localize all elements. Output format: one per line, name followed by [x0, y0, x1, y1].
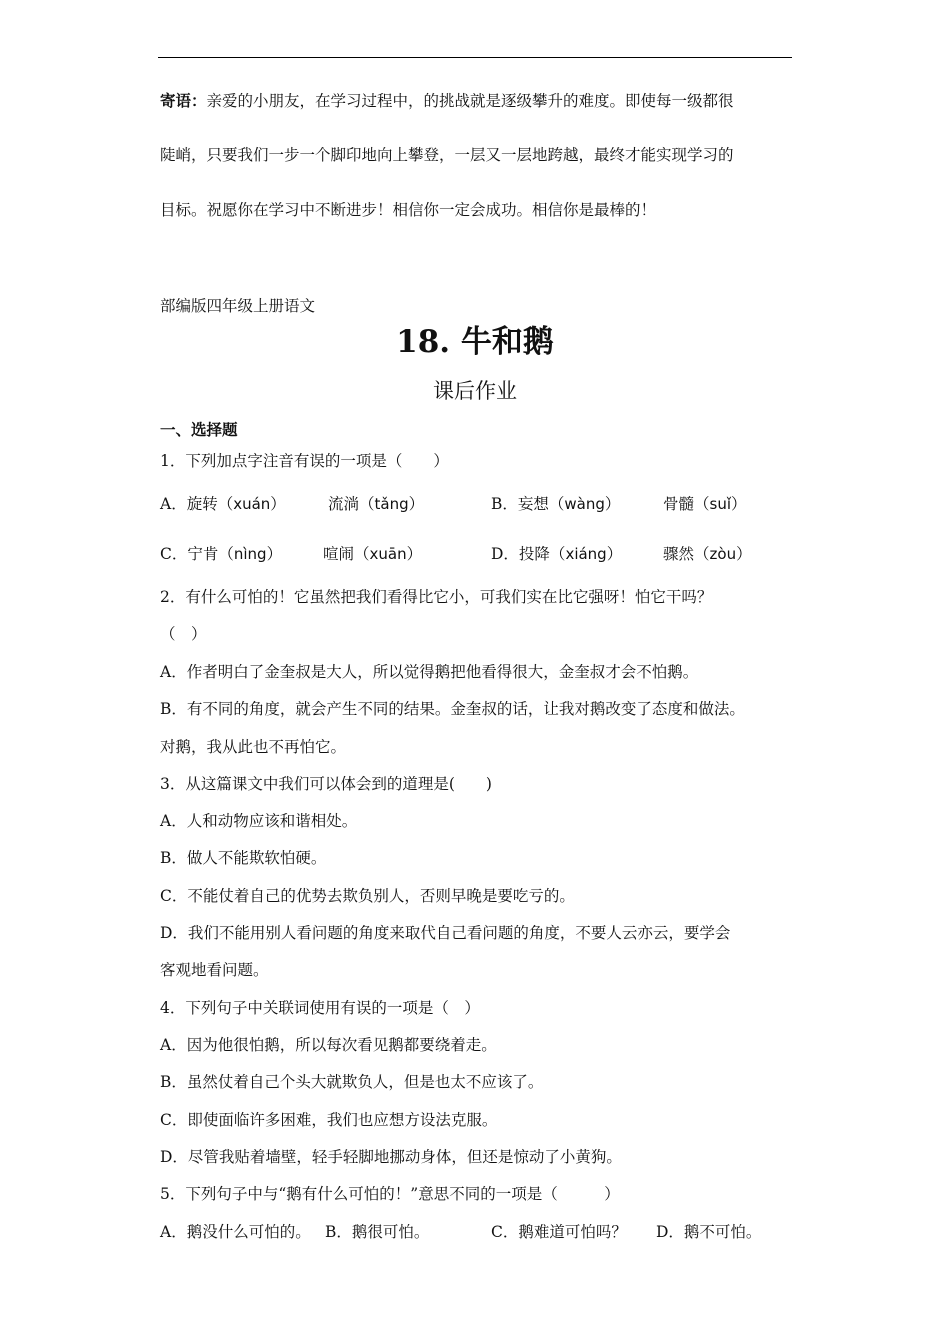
q2-option-b-line1: B．有不同的角度，就会产生不同的结果。金奎叔的话，让我对鹅改变了态度和做法。: [160, 700, 745, 718]
header-rule: [158, 57, 792, 58]
q4-stem: 4．下列句子中关联词使用有误的一项是（ ）: [160, 999, 480, 1017]
intro-line-3: 目标。祝愿你在学习中不断进步！相信你一定会成功。相信你是最棒的！: [160, 201, 657, 219]
intro-line-1: 寄语：亲爱的小朋友，在学习过程中，的挑战就是逐级攀升的难度。即使每一级都很: [160, 91, 734, 110]
q1-option-a2: 流淌（tǎng）: [328, 495, 425, 513]
q3-option-d-line2: 客观地看问题。: [160, 961, 269, 979]
q1-option-b2: 骨髓（suǐ）: [663, 495, 747, 513]
q1-option-b: B．妄想（wàng）: [491, 495, 621, 513]
q5-option-a: A．鹅没什么可怕的。: [160, 1223, 311, 1241]
intro-label: 寄语：: [160, 91, 207, 110]
q1-option-d2: 骤然（zòu）: [663, 545, 752, 563]
page-subtitle: 课后作业: [433, 379, 517, 403]
q5-option-b: B．鹅很可怕。: [325, 1223, 430, 1241]
q2-option-b-line2: 对鹅，我从此也不再怕它。: [160, 738, 347, 756]
q1-option-c: C．宁肯（nìng）: [160, 545, 283, 563]
intro-line-2: 陡峭，只要我们一步一个脚印地向上攀登，一层又一层地跨越，最终才能实现学习的: [160, 146, 734, 164]
q3-option-c: C．不能仗着自己的优势去欺负别人，否则早晚是要吃亏的。: [160, 887, 575, 905]
q2-option-a: A．作者明白了金奎叔是大人，所以觉得鹅把他看得很大，金奎叔才会不怕鹅。: [160, 663, 699, 681]
series-label: 部编版四年级上册语文: [160, 297, 316, 315]
page-title: 18. 牛和鹅: [396, 324, 554, 360]
q1-option-c2: 喧闹（xuān）: [323, 545, 423, 563]
q4-option-b: B．虽然仗着自己个头大就欺负人，但是也太不应该了。: [160, 1073, 544, 1091]
q4-option-c: C．即使面临许多困难，我们也应想方设法克服。: [160, 1111, 498, 1129]
q3-option-a: A．人和动物应该和谐相处。: [160, 812, 358, 830]
q5-stem: 5．下列句子中与“鹅有什么可怕的！”意思不同的一项是（ ）: [160, 1185, 620, 1203]
q4-option-a: A．因为他很怕鹅，所以每次看见鹅都要绕着走。: [160, 1036, 497, 1054]
q5-option-d: D．鹅不可怕。: [656, 1223, 762, 1241]
q5-option-c: C．鹅难道可怕吗？: [491, 1223, 627, 1241]
q4-option-d: D．尽管我贴着墙壁，轻手轻脚地挪动身体，但还是惊动了小黄狗。: [160, 1148, 622, 1166]
section-heading: 一、选择题: [160, 420, 238, 439]
q1-stem: 1．下列加点字注音有误的一项是（ ）: [160, 452, 449, 470]
q2-stem: 2．有什么可怕的！它虽然把我们看得比它小，可我们实在比它强呀！怕它干吗？: [160, 588, 713, 606]
q3-stem: 3．从这篇课文中我们可以体会到的道理是( ): [160, 775, 492, 793]
q1-option-a: A．旋转（xuán）: [160, 495, 286, 513]
q3-option-d-line1: D．我们不能用别人看问题的角度来取代自己看问题的角度，不要人云亦云，要学会: [160, 924, 731, 942]
q3-option-b: B．做人不能欺软怕硬。: [160, 849, 327, 867]
q1-option-d: D．投降（xiáng）: [491, 545, 623, 563]
q2-paren: （ ）: [160, 625, 207, 643]
